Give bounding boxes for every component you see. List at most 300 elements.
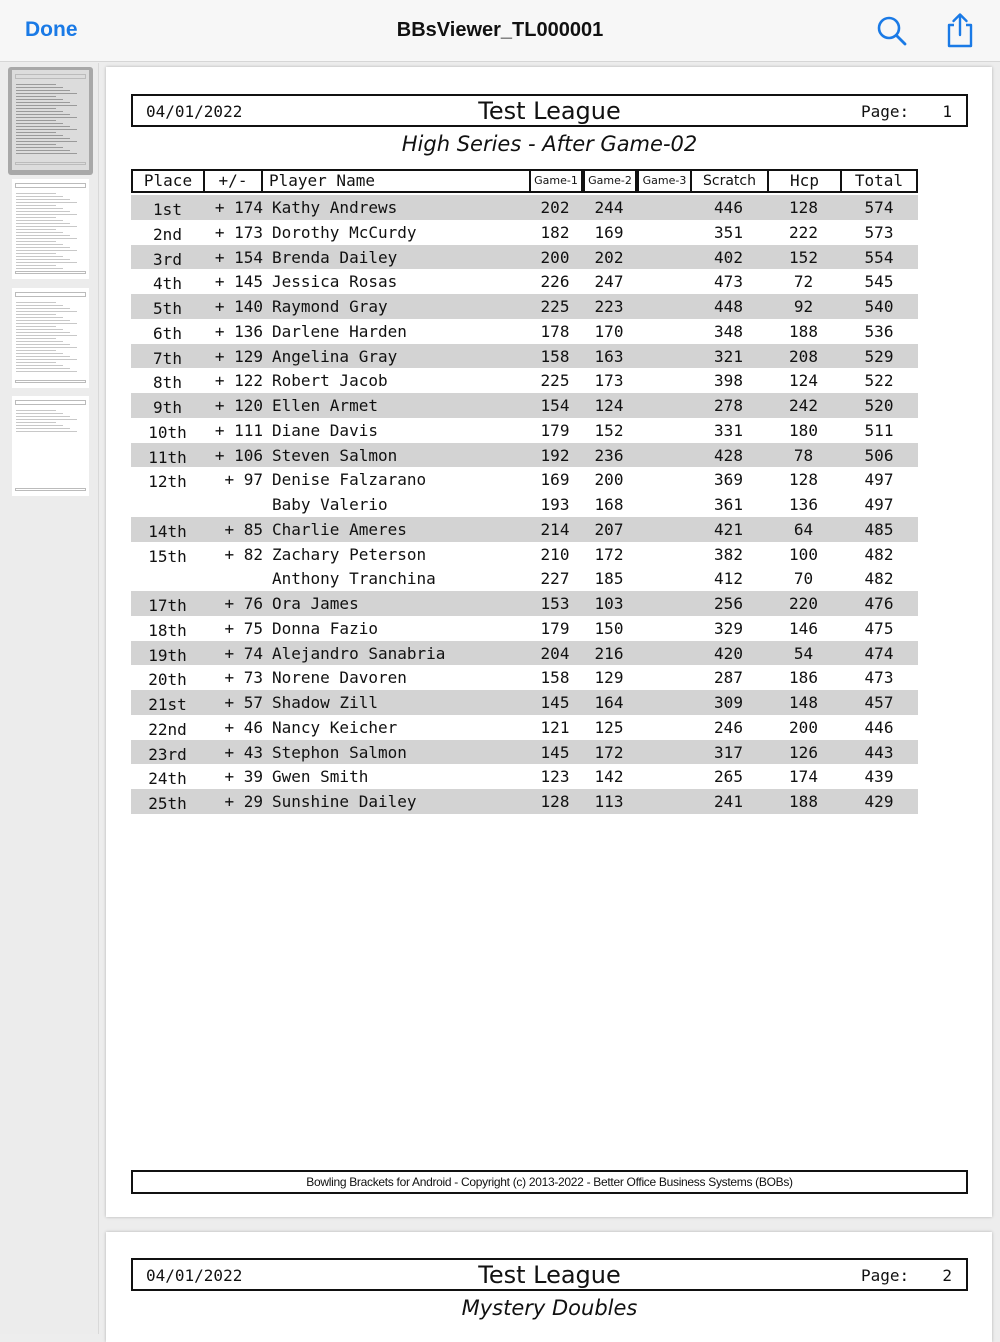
total-cell: 485	[864, 519, 894, 539]
total-cell: 446	[864, 717, 894, 737]
hcp-cell: 100	[789, 544, 818, 564]
thumbnail-footer-box	[15, 488, 86, 491]
plusminus-cell: + 145	[214, 272, 263, 292]
total-cell: 473	[864, 668, 894, 688]
thumbnail-line	[16, 150, 70, 151]
thumbnail-line	[16, 205, 56, 206]
table-row	[131, 566, 918, 591]
total-cell: 574	[864, 198, 894, 217]
thumbnail-line	[16, 208, 63, 209]
thumbnail-line	[16, 214, 77, 215]
plusminus-cell: + 75	[224, 618, 263, 638]
thumbnail-footer-box	[15, 271, 86, 274]
column-header-player: Player Name	[261, 169, 531, 193]
player-name-cell: Norene Davoren	[272, 668, 407, 688]
place-cell: 22nd	[148, 719, 187, 739]
scratch-cell: 317	[714, 742, 743, 762]
table-row	[131, 789, 918, 814]
search-icon[interactable]	[876, 15, 908, 47]
thumbnail-line	[16, 126, 70, 127]
game1-cell: 179	[540, 420, 570, 440]
thumbnail-line	[16, 235, 70, 236]
thumbnail-line	[16, 413, 63, 414]
thumbnail-line	[16, 410, 56, 411]
scratch-cell: 246	[714, 717, 743, 737]
scratch-cell: 241	[714, 792, 743, 811]
plusminus-cell: + 97	[224, 470, 263, 490]
thumbnail-line	[16, 368, 70, 369]
hcp-cell: 128	[789, 470, 818, 490]
column-header-game3: Game-3	[637, 169, 692, 193]
total-cell: 536	[864, 321, 894, 341]
game2-cell: 200	[594, 470, 624, 490]
report-header	[131, 1258, 968, 1291]
report-date: 04/01/2022	[146, 1266, 243, 1285]
thumbnail-line	[16, 105, 77, 106]
hcp-cell: 174	[789, 767, 818, 787]
table-row	[131, 393, 918, 418]
scratch-cell: 421	[714, 519, 743, 539]
thumbnail-line	[16, 84, 56, 85]
thumbnail-header-box	[15, 183, 86, 188]
game1-cell: 121	[540, 717, 570, 737]
hcp-cell: 208	[789, 346, 818, 366]
thumbnail-line	[16, 422, 56, 423]
hcp-cell: 188	[789, 321, 818, 341]
player-name-cell: Angelina Gray	[272, 346, 398, 366]
scratch-cell: 348	[714, 321, 743, 341]
thumbnail-line	[16, 317, 63, 318]
place-cell: 21st	[148, 695, 187, 714]
thumbnail-line	[16, 332, 70, 333]
game2-cell: 216	[594, 643, 624, 663]
plusminus-cell: + 43	[224, 742, 263, 762]
thumbnail-line	[16, 120, 56, 121]
total-cell: 457	[864, 693, 894, 712]
hcp-cell: 72	[793, 272, 814, 292]
total-cell: 554	[864, 247, 894, 267]
scratch-cell: 329	[714, 618, 743, 638]
total-cell: 476	[864, 594, 894, 613]
player-name-cell: Darlene Harden	[272, 321, 407, 341]
game1-cell: 178	[540, 321, 570, 341]
thumbnail-line	[16, 314, 56, 315]
plusminus-cell: + 46	[224, 717, 263, 737]
scratch-cell: 382	[714, 544, 743, 564]
game1-cell: 154	[540, 396, 570, 415]
thumbnail-line	[16, 199, 70, 200]
hcp-cell: 70	[793, 569, 814, 589]
thumbnail-line	[16, 111, 63, 112]
column-header-total: Total	[840, 169, 918, 193]
total-cell: 540	[864, 297, 894, 316]
scratch-cell: 278	[714, 396, 743, 415]
thumbnail-line	[16, 259, 70, 260]
table-row	[131, 195, 918, 220]
player-name-cell: Nancy Keicher	[272, 717, 398, 737]
column-header-scratch: Scratch	[690, 169, 769, 193]
thumbnail-line	[16, 93, 77, 94]
game1-cell: 123	[540, 767, 570, 787]
game2-cell: 163	[594, 346, 624, 366]
game2-cell: 168	[594, 495, 624, 514]
player-name-cell: Donna Fazio	[272, 618, 378, 638]
thumbnail-line	[16, 123, 63, 124]
page-thumbnail-image	[12, 179, 89, 279]
table-row	[131, 220, 918, 245]
page-thumbnail-image	[12, 288, 89, 388]
total-cell: 429	[864, 792, 894, 811]
scratch-cell: 361	[714, 495, 743, 514]
thumbnail-sidebar	[0, 63, 99, 1334]
thumbnail-line	[16, 226, 77, 227]
hcp-cell: 188	[789, 792, 818, 811]
place-cell: 3rd	[153, 249, 182, 269]
thumbnail-line	[16, 238, 77, 239]
total-cell: 506	[864, 445, 894, 465]
place-cell: 12th	[148, 472, 187, 492]
place-cell: 14th	[148, 521, 187, 541]
column-header-plusminus: +/-	[203, 169, 263, 193]
player-name-cell: Ellen Armet	[272, 396, 378, 415]
column-header-game2: Game-2	[583, 169, 637, 193]
total-cell: 443	[864, 742, 894, 762]
place-cell: 9th	[153, 398, 182, 417]
player-name-cell: Ora James	[272, 594, 359, 613]
thumbnail-line	[16, 308, 70, 309]
hcp-cell: 148	[789, 693, 818, 712]
thumbnail-line	[16, 253, 56, 254]
game2-cell: 202	[594, 247, 624, 267]
thumbnail-line	[16, 220, 63, 221]
thumbnail-line	[16, 338, 56, 339]
game2-cell: 129	[594, 668, 624, 688]
total-cell: 482	[864, 569, 894, 589]
player-name-cell: Alejandro Sanabria	[272, 643, 446, 663]
scratch-cell: 398	[714, 371, 743, 391]
thumbnail-line	[16, 217, 56, 218]
player-name-cell: Brenda Dailey	[272, 247, 398, 267]
game1-cell: 202	[540, 198, 570, 217]
scratch-cell: 321	[714, 346, 743, 366]
table-row	[131, 294, 918, 319]
page-thumbnail-3[interactable]	[8, 284, 93, 388]
game2-cell: 142	[594, 767, 624, 787]
page-number: 1	[942, 102, 952, 121]
hcp-cell: 92	[793, 297, 814, 316]
place-cell: 7th	[153, 348, 182, 368]
thumbnail-line	[16, 265, 56, 266]
document-title: BBsViewer_TL000001	[396, 19, 604, 41]
table-row	[131, 517, 918, 542]
thumbnail-line	[16, 244, 63, 245]
scratch-cell: 265	[714, 767, 743, 787]
plusminus-cell: + 122	[214, 371, 263, 391]
total-cell: 522	[864, 371, 894, 391]
thumbnail-line	[16, 87, 63, 88]
game1-cell: 210	[540, 544, 570, 564]
thumbnail-line	[16, 102, 70, 103]
place-cell: 17th	[148, 596, 187, 615]
standings-table	[131, 195, 918, 814]
player-name-cell: Denise Falzarano	[272, 470, 427, 490]
hcp-cell: 126	[789, 742, 818, 762]
hcp-cell: 242	[789, 396, 818, 415]
thumbnail-line	[16, 229, 56, 230]
player-name-cell: Sunshine Dailey	[272, 792, 417, 811]
document-page-2	[106, 1232, 992, 1342]
game2-cell: 125	[594, 717, 624, 737]
thumbnail-line	[16, 425, 63, 426]
plusminus-cell: + 29	[224, 792, 263, 811]
place-cell: 15th	[148, 546, 187, 566]
thumbnail-line	[16, 347, 77, 348]
game1-cell: 227	[540, 569, 570, 589]
thumbnail-line	[16, 419, 77, 420]
thumbnail-line	[16, 323, 77, 324]
thumbnail-header-box	[15, 74, 86, 79]
hcp-cell: 124	[789, 371, 818, 391]
thumbnail-footer-box	[15, 380, 86, 383]
plusminus-cell: + 57	[224, 693, 263, 712]
game1-cell: 169	[540, 470, 570, 490]
table-row	[131, 616, 918, 641]
thumbnail-line	[16, 356, 70, 357]
page-thumbnail-image	[12, 70, 89, 170]
game2-cell: 124	[594, 396, 624, 415]
plusminus-cell: + 136	[214, 321, 263, 341]
thumbnail-line	[16, 223, 70, 224]
table-row	[131, 418, 918, 443]
player-name-cell: Shadow Zill	[272, 693, 378, 712]
thumbnail-line	[16, 353, 63, 354]
hcp-cell: 200	[789, 717, 818, 737]
scratch-cell: 351	[714, 222, 743, 242]
hcp-cell: 54	[793, 643, 814, 663]
table-row	[131, 740, 918, 765]
game1-cell: 226	[540, 272, 570, 292]
thumbnail-line	[16, 193, 56, 194]
page-thumbnail-2[interactable]	[8, 175, 93, 279]
table-row	[131, 764, 918, 789]
total-cell: 520	[864, 396, 894, 415]
player-name-cell: Jessica Rosas	[272, 272, 398, 292]
game2-cell: 164	[594, 693, 624, 712]
thumbnail-line	[16, 96, 56, 97]
thumbnail-header-box	[15, 292, 86, 297]
place-cell: 11th	[148, 447, 187, 467]
navigation-bar	[0, 0, 1000, 62]
plusminus-cell: + 39	[224, 767, 263, 787]
page-thumbnail-4[interactable]	[8, 392, 93, 496]
total-cell: 529	[864, 346, 894, 366]
document-page-1	[106, 67, 992, 1217]
place-cell: 25th	[148, 794, 187, 813]
done-button[interactable]: Done	[25, 18, 78, 41]
player-name-cell: Raymond Gray	[272, 297, 388, 316]
scratch-cell: 287	[714, 668, 743, 688]
player-name-cell: Anthony Tranchina	[272, 569, 436, 589]
plusminus-cell: + 73	[224, 668, 263, 688]
table-row	[131, 344, 918, 369]
game1-cell: 158	[540, 346, 570, 366]
scratch-cell: 428	[714, 445, 743, 465]
plusminus-cell: + 120	[214, 396, 263, 415]
place-cell: 19th	[148, 645, 187, 665]
game1-cell: 225	[540, 297, 570, 316]
thumbnail-line	[16, 135, 63, 136]
game2-cell: 172	[594, 544, 624, 564]
thumbnail-line	[16, 431, 77, 432]
scratch-cell: 331	[714, 420, 743, 440]
thumbnail-line	[16, 371, 77, 372]
game2-cell: 223	[594, 297, 624, 316]
game1-cell: 193	[540, 495, 570, 514]
thumbnail-line	[16, 114, 70, 115]
place-cell: 6th	[153, 323, 182, 343]
thumbnail-line	[16, 232, 63, 233]
report-header	[131, 94, 968, 127]
hcp-cell: 136	[789, 495, 818, 514]
report-date: 04/01/2022	[146, 102, 243, 121]
thumbnail-line	[16, 153, 77, 154]
player-name-cell: Dorothy McCurdy	[272, 222, 417, 242]
column-header-place: Place	[131, 169, 205, 193]
game2-cell: 173	[594, 371, 624, 391]
game2-cell: 185	[594, 569, 624, 589]
page-label: Page:	[861, 102, 910, 121]
game2-cell: 169	[594, 222, 624, 242]
table-row	[131, 245, 918, 270]
thumbnail-footer-box	[15, 162, 86, 165]
total-cell: 511	[864, 420, 894, 440]
thumbnail-line	[16, 117, 77, 118]
game1-cell: 182	[540, 222, 570, 242]
page-number: 2	[942, 1266, 952, 1285]
thumbnail-line	[16, 129, 77, 130]
thumbnail-line	[16, 247, 70, 248]
total-cell: 439	[864, 767, 894, 787]
hcp-cell: 220	[789, 594, 818, 613]
thumbnail-line	[16, 428, 70, 429]
game2-cell: 113	[594, 792, 624, 811]
thumbnail-line	[16, 305, 63, 306]
player-name-cell: Charlie Ameres	[272, 519, 407, 539]
report-subtitle: Mystery Doubles	[461, 1296, 638, 1320]
table-row	[131, 715, 918, 740]
game2-cell: 172	[594, 742, 624, 762]
thumbnail-line	[16, 326, 56, 327]
plusminus-cell: + 106	[214, 445, 263, 465]
total-cell: 545	[864, 272, 894, 292]
page-thumbnail-image	[12, 396, 89, 496]
page-thumbnail-1[interactable]	[8, 67, 93, 175]
place-cell: 23rd	[148, 744, 187, 764]
hcp-cell: 146	[789, 618, 818, 638]
column-header-hcp: Hcp	[767, 169, 842, 193]
scratch-cell: 256	[714, 594, 743, 613]
player-name-cell: Robert Jacob	[272, 371, 388, 391]
game1-cell: 145	[540, 742, 570, 762]
report-subtitle: High Series - After Game-02	[401, 132, 698, 156]
place-cell: 2nd	[153, 224, 182, 244]
player-name-cell: Zachary Peterson	[272, 544, 427, 564]
total-cell: 497	[864, 470, 894, 490]
plusminus-cell: + 82	[224, 544, 263, 564]
total-cell: 497	[864, 495, 894, 514]
total-cell: 482	[864, 544, 894, 564]
thumbnail-line	[16, 196, 63, 197]
total-cell: 475	[864, 618, 894, 638]
thumbnail-line	[16, 311, 77, 312]
plusminus-cell: + 154	[214, 247, 263, 267]
table-row	[131, 368, 918, 393]
place-cell: 10th	[148, 422, 187, 442]
plusminus-cell: + 174	[214, 198, 263, 217]
scratch-cell: 420	[714, 643, 743, 663]
game2-cell: 103	[594, 594, 624, 613]
thumbnail-line	[16, 416, 70, 417]
hcp-cell: 186	[789, 668, 818, 688]
thumbnail-line	[16, 241, 56, 242]
thumbnail-line	[16, 320, 70, 321]
scratch-cell: 448	[714, 297, 743, 316]
plusminus-cell: + 74	[224, 643, 263, 663]
place-cell: 5th	[153, 299, 182, 318]
game1-cell: 204	[540, 643, 570, 663]
thumbnail-line	[16, 350, 56, 351]
table-row	[131, 690, 918, 715]
player-name-cell: Diane Davis	[272, 420, 378, 440]
table-row	[131, 542, 918, 567]
thumbnail-line	[16, 144, 56, 145]
table-row	[131, 591, 918, 616]
plusminus-cell: + 140	[214, 297, 263, 316]
game2-cell: 150	[594, 618, 624, 638]
thumbnail-line	[16, 359, 77, 360]
thumbnail-line	[16, 138, 70, 139]
page-label: Page:	[861, 1266, 910, 1285]
plusminus-cell: + 111	[214, 420, 263, 440]
table-row	[131, 641, 918, 666]
game1-cell: 225	[540, 371, 570, 391]
thumbnail-line	[16, 108, 56, 109]
thumbnail-line	[16, 141, 77, 142]
table-row	[131, 492, 918, 517]
game2-cell: 236	[594, 445, 624, 465]
thumbnail-line	[16, 250, 77, 251]
thumbnail-line	[16, 344, 70, 345]
plusminus-cell: + 85	[224, 519, 263, 539]
thumbnail-line	[16, 99, 63, 100]
player-name-cell: Gwen Smith	[272, 767, 369, 787]
player-name-cell: Stephon Salmon	[272, 742, 407, 762]
hcp-cell: 180	[789, 420, 818, 440]
total-cell: 474	[864, 643, 894, 663]
share-icon[interactable]	[944, 12, 976, 48]
place-cell: 24th	[148, 769, 187, 789]
game1-cell: 179	[540, 618, 570, 638]
game1-cell: 200	[540, 247, 570, 267]
thumbnail-line	[16, 202, 77, 203]
hcp-cell: 78	[793, 445, 814, 465]
scratch-cell: 369	[714, 470, 743, 490]
hcp-cell: 128	[789, 198, 818, 217]
game2-cell: 207	[594, 519, 624, 539]
league-name: Test League	[478, 1261, 621, 1289]
report-footer: Bowling Brackets for Android - Copyright (c) 2013-2022 - Better Office Business Systems (BOBs)	[131, 1170, 968, 1194]
hcp-cell: 152	[789, 247, 818, 267]
